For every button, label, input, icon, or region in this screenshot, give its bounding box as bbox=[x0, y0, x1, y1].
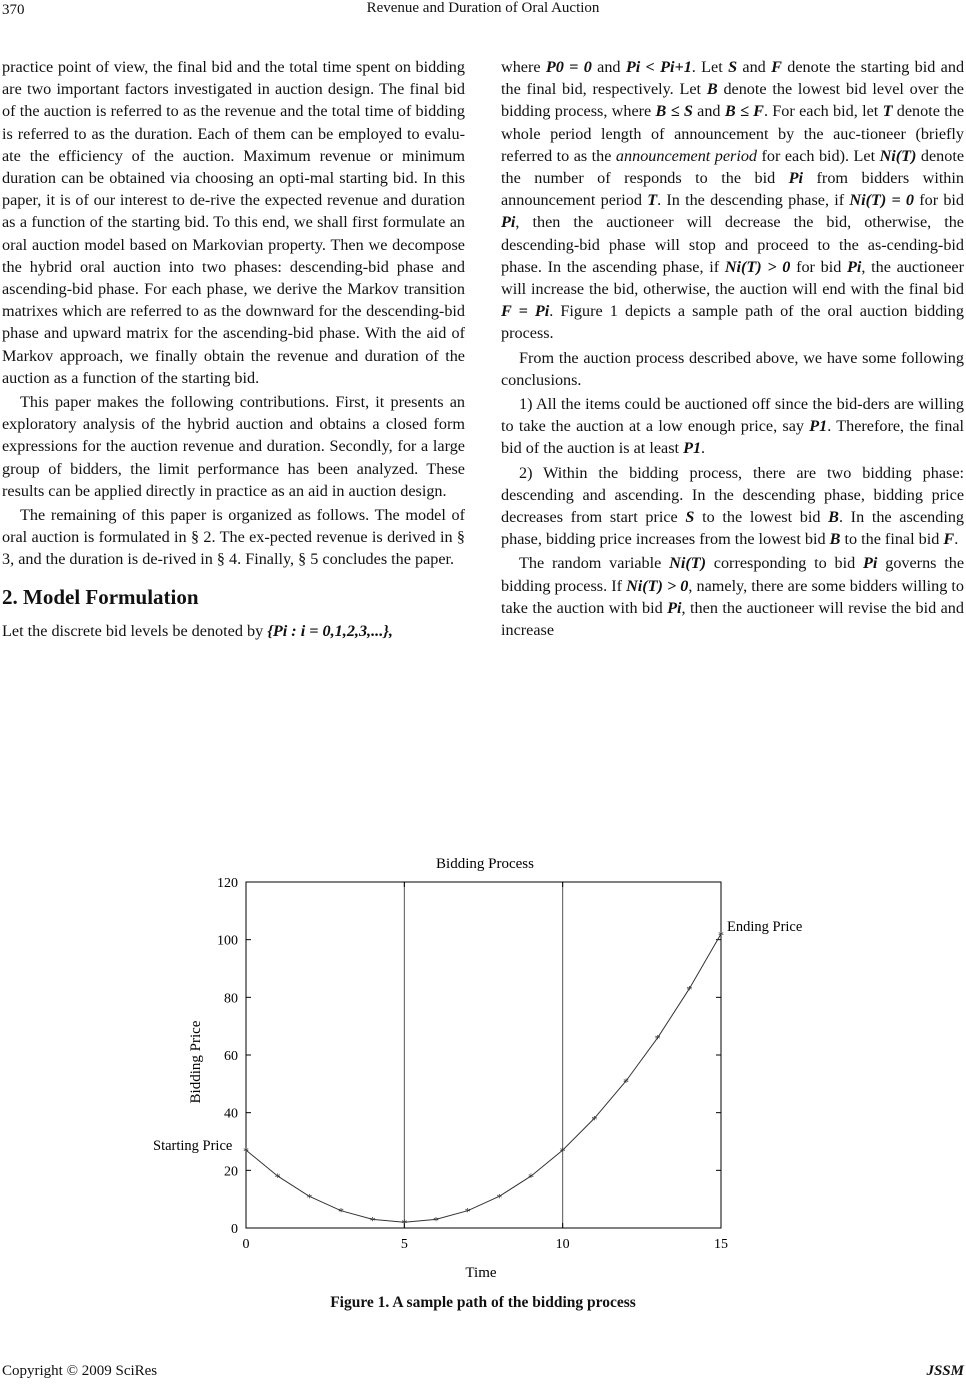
text-run: denote the whole period length of announcement by the auc-tioneer (briefly referred to as the bbox=[501, 102, 965, 165]
y-axis-ticks bbox=[217, 876, 721, 1237]
bidding-process-chart bbox=[0, 850, 966, 1290]
data-point: * bbox=[718, 927, 724, 942]
section-heading: 2. Model Formulation bbox=[2, 584, 199, 609]
text-run: denote the starting bid and the final bid, respectively. Let bbox=[501, 58, 965, 99]
data-point: * bbox=[591, 1112, 598, 1127]
copyright-notice: Copyright © 2009 SciRes bbox=[2, 1363, 158, 1379]
math: T bbox=[647, 191, 658, 210]
data-point: * bbox=[654, 1031, 661, 1046]
text-run: The random variable bbox=[519, 554, 662, 573]
text-run: , the auctioneer will increase the bid, otherwise, the auction will end with the final bid bbox=[501, 257, 964, 299]
math: B ≤ F bbox=[724, 102, 764, 121]
math: B bbox=[828, 508, 839, 527]
data-point: * bbox=[306, 1190, 313, 1205]
math: S bbox=[728, 58, 738, 76]
text-run: and bbox=[597, 58, 621, 76]
series-line bbox=[246, 934, 721, 1222]
running-title: Revenue and Duration of Oral Auction bbox=[366, 0, 600, 16]
series-points bbox=[243, 928, 724, 1230]
paragraph-contributions: This paper makes the following contributions. First, it presents an exploratory analysis of the hybrid auction and obtains a closed form expressions for the auction revenue and duration. Secondly, for a large group of bidders, the limit performance has been analyzed. These results can be applied directly in practice as an aid in auction design. bbox=[2, 393, 465, 500]
math: Ni(T) > 0 bbox=[626, 576, 689, 595]
data-point: * bbox=[401, 1216, 408, 1231]
paragraph-bid-levels bbox=[2, 620, 465, 642]
math: Pi bbox=[863, 554, 878, 573]
text-run: 1) All the items could be auctioned off since the bid-ders are willing to take the auction at a low enough price, say bbox=[501, 395, 964, 436]
math: F bbox=[771, 58, 782, 76]
data-point: * bbox=[338, 1204, 344, 1219]
text-run: . For each bid, let bbox=[763, 102, 879, 121]
data-point: * bbox=[243, 1144, 249, 1159]
text-run: and bbox=[742, 58, 766, 76]
y-tick-label: 80 bbox=[224, 991, 238, 1007]
text-run: from bidders within announcement period bbox=[501, 169, 964, 210]
math: S bbox=[685, 508, 695, 527]
y-tick-label: 120 bbox=[217, 876, 238, 891]
math: Ni(T) = 0 bbox=[849, 191, 914, 210]
page-header bbox=[0, 0, 966, 26]
math: B bbox=[829, 530, 841, 549]
chart-title: Bidding Process bbox=[436, 856, 534, 872]
plot-frame bbox=[246, 882, 721, 1231]
text-run: where bbox=[501, 58, 541, 76]
text-run: . bbox=[701, 439, 706, 458]
y-tick-label: 60 bbox=[224, 1049, 238, 1064]
paragraph-random-variable bbox=[501, 552, 964, 641]
math: Pi < Pi+1 bbox=[625, 58, 692, 76]
math-bid-set: {Pi : i = 0,1,2,3,...}, bbox=[267, 621, 393, 640]
chart-grid bbox=[404, 882, 562, 1228]
x-axis-ticks bbox=[243, 882, 729, 1252]
data-point: * bbox=[433, 1213, 439, 1228]
data-point: * bbox=[274, 1170, 281, 1185]
math: Pi bbox=[847, 257, 862, 276]
page-number: 370 bbox=[2, 2, 25, 18]
right-column bbox=[501, 56, 964, 641]
text-run: Let the discrete bid levels be denoted by bbox=[2, 621, 264, 640]
text-run: . In the ascending phase, bidding price increases from the lowest bid bbox=[501, 508, 965, 549]
math: P1 bbox=[683, 439, 702, 458]
paragraph-conclusion-1 bbox=[501, 393, 964, 460]
text-run: to the final bid bbox=[844, 530, 940, 549]
y-tick-label: 100 bbox=[217, 933, 238, 949]
text-run: . In the descending phase, if bbox=[657, 191, 845, 210]
math: Pi bbox=[501, 213, 516, 232]
paragraph-intro-continued: practice point of view, the final bid and the total time spent on bidding are two important factors investigated in auction design. The final bid of the auction is referred to as the revenue and the total time of bidding is referred to as the duration. Each of them can be employed to evalu-ate the efficiency of the auction. Maximum revenue or minimum duration can be obtained via choosing an opti-mal starting bid. In this paper, it is of our interest to de-rive the expected revenue and duration as a function of the starting bid. To this end, we shall first formulate an oral auction model based on Markovian property. Then we decompose the hybrid oral auction into two phases: descending-bid phase and ascending-bid phase. For each phase, we derive the Markov transition matrixes which are referred to as the downward for the descending-bid phase and upward matrix for the ascending-bid phase. With the aid of Markov approach, we finally obtain the revenue and duration of the auction as a function of the starting bid. bbox=[2, 58, 465, 387]
figure-1 bbox=[0, 850, 966, 1320]
text-run: , then the auctioneer will revise the bid and increase bbox=[501, 598, 964, 640]
data-point: * bbox=[496, 1190, 503, 1205]
x-tick-label: 0 bbox=[242, 1237, 250, 1252]
text-run: corresponding to bid bbox=[713, 554, 856, 573]
paragraph-model-definition bbox=[501, 56, 964, 345]
left-column bbox=[2, 56, 465, 642]
figure-caption: Figure 1. A sample path of the bidding process bbox=[330, 1294, 636, 1311]
math: Pi bbox=[667, 598, 682, 617]
text-run: 2) Within the bidding process, there are two bidding phase: descending and ascending. In the descending phase, bidding price decreases from start price bbox=[501, 463, 964, 527]
y-tick-label: 40 bbox=[224, 1106, 238, 1122]
math: B bbox=[706, 80, 718, 99]
text-run: , then the auctioneer will decrease the bid, otherwise, the descending-bid phase will stop and proceed to the as-cending-bid phase. In the ascending phase, if bbox=[501, 213, 964, 276]
text-run: . bbox=[954, 530, 959, 549]
paragraph-conclusion-2 bbox=[501, 462, 964, 551]
y-tick-label: 20 bbox=[224, 1164, 238, 1180]
math: T bbox=[882, 102, 893, 121]
text-run: denote the number of responds to the bid bbox=[501, 146, 965, 188]
journal-abbreviation: JSSM bbox=[926, 1363, 964, 1379]
math: F = Pi bbox=[501, 302, 550, 321]
text-run: for bid bbox=[796, 257, 842, 276]
data-point: * bbox=[623, 1074, 629, 1089]
text-run: denote the lowest bid level over the bidding process, where bbox=[501, 80, 964, 121]
x-axis-label: Time bbox=[465, 1265, 497, 1281]
text-run: , namely, there are some bidders willing to take the auction with bid bbox=[501, 576, 964, 617]
text-run: . Figure 1 depicts a sample path of the oral auction bidding process. bbox=[501, 302, 964, 343]
math: Pi bbox=[788, 169, 804, 188]
annotation-ending-price: Ending Price bbox=[727, 919, 803, 935]
text-run: for bid bbox=[919, 191, 965, 210]
y-axis-label: Bidding Price bbox=[188, 1020, 204, 1104]
text-run: . Let bbox=[691, 58, 723, 76]
math: Ni(T) bbox=[669, 554, 706, 573]
data-point: * bbox=[528, 1170, 534, 1185]
paragraph-organization: The remaining of this paper is organized as follows. The model of oral auction is formulated in § 2. The ex-pected revenue is derived in § 3, and the duration is de-rived in § 4. Finally, § 5 concludes the paper. bbox=[2, 506, 465, 569]
math: B ≤ S bbox=[655, 102, 693, 121]
x-tick-label: 10 bbox=[555, 1237, 570, 1252]
text-run: for each bid). Let bbox=[761, 146, 876, 165]
x-tick-label: 15 bbox=[714, 1237, 728, 1252]
emphasis-text: announcement period bbox=[615, 146, 758, 165]
paragraph-conclusions-intro: From the auction process described above, we have some following conclusions. bbox=[501, 348, 964, 389]
data-point: * bbox=[464, 1204, 471, 1219]
x-tick-label: 5 bbox=[400, 1237, 408, 1252]
math: P0 = 0 bbox=[545, 58, 592, 76]
data-point: * bbox=[686, 982, 693, 997]
math: F bbox=[943, 530, 955, 549]
annotation-starting-price: Starting Price bbox=[153, 1138, 233, 1154]
text-run: . Therefore, the final bid of the auction is at least bbox=[501, 417, 965, 458]
text-run: governs the bidding process. If bbox=[501, 554, 965, 595]
data-point: * bbox=[559, 1144, 566, 1159]
math: Ni(T) bbox=[879, 146, 917, 165]
math: Ni(T) > 0 bbox=[724, 257, 791, 276]
text-run: to the lowest bid bbox=[702, 508, 821, 527]
text-run: and bbox=[697, 102, 721, 121]
y-tick-label: 0 bbox=[231, 1222, 238, 1237]
data-point: * bbox=[369, 1213, 376, 1228]
math: P1 bbox=[809, 417, 828, 436]
